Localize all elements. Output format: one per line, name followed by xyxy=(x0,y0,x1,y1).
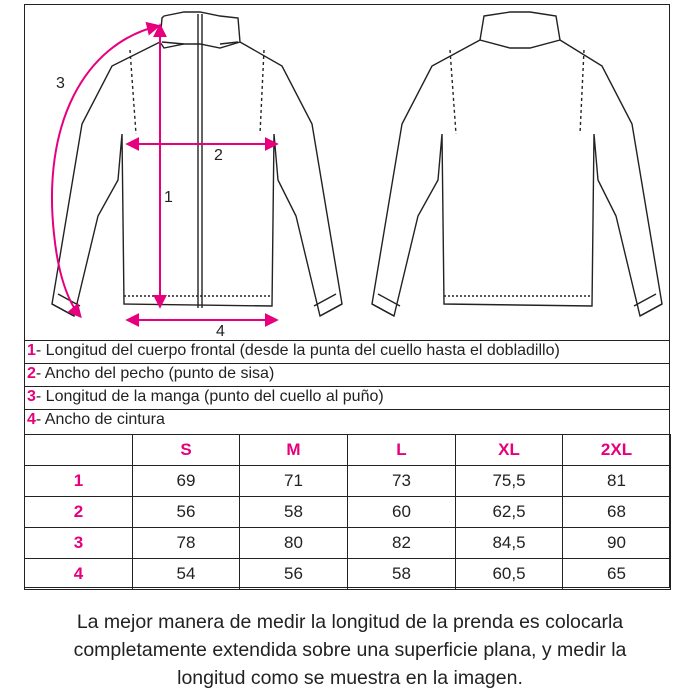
table-cell: 62,5 xyxy=(456,497,563,528)
table-cell: 54 xyxy=(133,559,240,590)
table-cell: 84,5 xyxy=(456,528,563,559)
table-header-cell: S xyxy=(133,435,240,466)
back-jacket-drawing xyxy=(372,12,662,316)
legend-row-2 xyxy=(24,363,670,385)
table-row xyxy=(25,497,671,528)
table-cell: 81 xyxy=(563,466,671,497)
table-cell: 78 xyxy=(133,528,240,559)
legend-num: 2 xyxy=(27,365,36,382)
legend-row-1 xyxy=(24,340,670,362)
table-row xyxy=(25,528,671,559)
table-row-label: 4 xyxy=(25,559,133,590)
table-cell: 58 xyxy=(240,497,348,528)
legend-num: 1 xyxy=(27,342,36,359)
jacket-illustration xyxy=(24,4,670,340)
table-cell: 56 xyxy=(133,497,240,528)
measure-1-label: 1 xyxy=(164,189,173,206)
measuring-instructions xyxy=(0,608,700,692)
front-jacket-drawing xyxy=(52,12,342,316)
measure-3-arrow xyxy=(52,26,158,316)
table-row-label: 2 xyxy=(25,497,133,528)
measure-4-label: 4 xyxy=(216,323,225,340)
table-row-label: 3 xyxy=(25,528,133,559)
legend-row-3 xyxy=(24,386,670,408)
table-row xyxy=(25,466,671,497)
table-row-label: 1 xyxy=(25,466,133,497)
table-cell: 71 xyxy=(240,466,348,497)
table-cell: 60 xyxy=(348,497,456,528)
table-header-cell: XL xyxy=(456,435,563,466)
table-header-cell xyxy=(25,435,133,466)
size-table xyxy=(24,434,671,590)
table-header-cell: M xyxy=(240,435,348,466)
legend-num: 3 xyxy=(27,388,36,405)
table-cell: 65 xyxy=(563,559,671,590)
instruction-line: La mejor manera de medir la longitud de la prenda es colocarla xyxy=(76,611,624,633)
measure-2-label: 2 xyxy=(214,147,223,164)
table-header-cell: L xyxy=(348,435,456,466)
legend-row-4 xyxy=(24,409,670,431)
legend-text: - Ancho de cintura xyxy=(35,411,165,428)
table-cell: 75,5 xyxy=(456,466,563,497)
table-cell: 68 xyxy=(563,497,671,528)
measure-arrows xyxy=(52,26,276,320)
table-cell: 69 xyxy=(133,466,240,497)
table-cell: 60,5 xyxy=(456,559,563,590)
measure-3-label: 3 xyxy=(56,75,65,92)
table-cell: 90 xyxy=(563,528,671,559)
table-cell: 58 xyxy=(348,559,456,590)
legend-text: - Longitud del cuerpo frontal (desde la punta del cuello hasta el dobladillo) xyxy=(35,342,560,359)
table-cell: 82 xyxy=(348,528,456,559)
table-cell: 80 xyxy=(240,528,348,559)
legend-num: 4 xyxy=(27,411,36,428)
table-cell: 56 xyxy=(240,559,348,590)
instruction-line: completamente extendida sobre una superficie plana, y medir la xyxy=(73,639,627,661)
instruction-line: longitud como se muestra en la imagen. xyxy=(177,667,523,689)
legend-text: - Longitud de la manga (punto del cuello al puño) xyxy=(35,388,384,405)
legend-text: - Ancho del pecho (punto de sisa) xyxy=(35,365,275,382)
table-cell: 73 xyxy=(348,466,456,497)
table-header-cell: 2XL xyxy=(563,435,671,466)
table-row xyxy=(25,559,671,590)
table-header-row xyxy=(25,435,671,466)
